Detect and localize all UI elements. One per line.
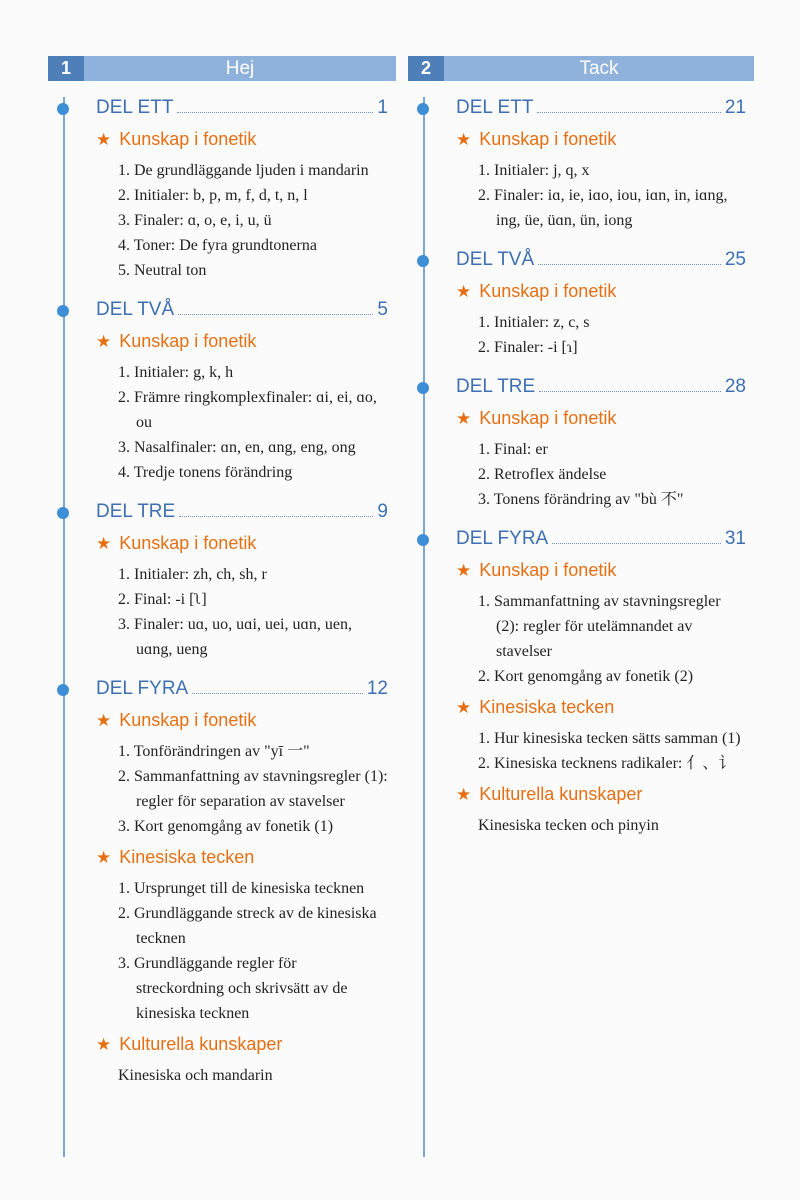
list-item: 2. Final: -i [ʅ]: [118, 591, 207, 608]
section-text: Kinesiska tecken och pinyin: [478, 817, 659, 834]
lesson-2-column: [408, 56, 754, 838]
star-icon: ★: [456, 281, 472, 301]
list-item: 2. Grundläggande streck av de kinesiska tecknen: [118, 905, 377, 947]
part-page: 21: [724, 97, 746, 118]
part-heading: [456, 528, 746, 552]
part-page: 5: [377, 299, 388, 320]
lesson-1-column: [48, 56, 396, 1088]
lesson-number: 1: [48, 56, 84, 81]
section-title: Kunskap i fonetik: [479, 408, 617, 428]
dot-leader: [192, 693, 363, 694]
list-item: 1. De grundläggande ljuden i mandarin: [118, 162, 369, 179]
part-title: DEL ETT: [456, 97, 534, 118]
part-title: DEL TRE: [456, 376, 536, 397]
star-icon: ★: [456, 129, 472, 149]
section-heading: [456, 784, 746, 805]
list-item: 1. Hur kinesiska tecken sätts samman (1): [478, 730, 741, 747]
star-icon: ★: [456, 560, 472, 580]
part-title: DEL TVÅ: [96, 299, 175, 320]
part-heading: [96, 501, 388, 525]
timeline-dot-icon: [417, 534, 429, 546]
star-icon: ★: [456, 784, 472, 804]
star-icon: ★: [96, 847, 112, 867]
part-title: DEL FYRA: [96, 678, 189, 699]
timeline-dot-icon: [417, 255, 429, 267]
list-item: 1. Initialer: zh, ch, sh, r: [118, 566, 267, 583]
section-item-list: [96, 158, 388, 283]
list-item: 2. Sammanfattning av stavningsregler (1): regler för separation av stavelser: [118, 768, 388, 810]
list-item: 3. Kort genomgång av fonetik (1): [118, 818, 334, 835]
lesson-title: Hej: [225, 57, 255, 79]
list-item: 3. Nasalfinaler: ɑn, en, ɑng, eng, ong: [118, 439, 356, 456]
list-item: 2. Främre ringkomplexfinaler: ɑi, ei, ɑo, ou: [118, 389, 377, 431]
dot-leader: [178, 314, 373, 315]
section-title: Kinesiska tecken: [119, 847, 255, 867]
list-item: 1. Initialer: g, k, h: [118, 364, 234, 381]
star-icon: ★: [96, 710, 112, 730]
section-title: Kunskap i fonetik: [119, 331, 257, 351]
lesson-content: [408, 97, 754, 838]
star-icon: ★: [96, 129, 112, 149]
section-title: Kunskap i fonetik: [479, 281, 617, 301]
section-item-list: [96, 739, 388, 839]
list-item: 3. Tonens förändring av "bù 不": [478, 491, 684, 508]
dot-leader: [539, 391, 721, 392]
lesson-content: [48, 97, 396, 1088]
lesson-header: [48, 56, 396, 81]
section-heading: [96, 1034, 388, 1055]
section-title: Kulturella kunskaper: [119, 1034, 283, 1054]
timeline-dot-icon: [57, 684, 69, 696]
section-heading: [96, 533, 388, 554]
star-icon: ★: [456, 697, 472, 717]
part-heading: [456, 97, 746, 121]
dot-leader: [538, 264, 721, 265]
timeline-line: [63, 97, 65, 1157]
part-page: 9: [377, 501, 388, 522]
list-item: 1. Initialer: j, q, x: [478, 162, 590, 179]
part-heading: [96, 97, 388, 121]
star-icon: ★: [96, 1034, 112, 1054]
section-title: Kulturella kunskaper: [479, 784, 643, 804]
list-item: 1. Initialer: z, c, s: [478, 314, 590, 331]
section-title: Kunskap i fonetik: [479, 560, 617, 580]
list-item: 2. Finaler: -i [ɿ]: [478, 339, 578, 356]
list-item: 1. Tonförändringen av "yī 一": [118, 743, 310, 760]
section-title: Kunskap i fonetik: [119, 533, 257, 553]
part-heading: [96, 299, 388, 323]
section-title: Kunskap i fonetik: [119, 710, 257, 730]
list-item: 2. Kort genomgång av fonetik (2): [478, 668, 694, 685]
part-heading: [456, 376, 746, 400]
section-text: Kinesiska och mandarin: [118, 1067, 273, 1084]
section-heading: [96, 847, 388, 868]
part-title: DEL TRE: [96, 501, 176, 522]
part-page: 1: [377, 97, 388, 118]
dot-leader: [177, 112, 373, 113]
list-item: 2. Initialer: b, p, m, f, d, t, n, l: [118, 187, 308, 204]
part-page: 31: [724, 528, 746, 549]
section-heading: [456, 408, 746, 429]
section-title: Kinesiska tecken: [479, 697, 615, 717]
list-item: 5. Neutral ton: [118, 262, 207, 279]
lesson-title: Tack: [579, 57, 619, 79]
section-item-list: [456, 310, 746, 360]
timeline-dot-icon: [417, 103, 429, 115]
section-item-list: [456, 589, 746, 689]
lesson-header: [408, 56, 754, 81]
section-heading: [456, 560, 746, 581]
star-icon: ★: [96, 533, 112, 553]
list-item: 1. Ursprunget till de kinesiska tecknen: [118, 880, 365, 897]
list-item: 1. Sammanfattning av stavningsregler (2): regler för utelämnandet av stavelser: [478, 593, 721, 660]
dot-leader: [179, 516, 373, 517]
part-title: DEL ETT: [96, 97, 174, 118]
section-title: Kunskap i fonetik: [479, 129, 617, 149]
timeline-dot-icon: [57, 305, 69, 317]
section-item-list: [456, 726, 746, 776]
part-title: DEL TVÅ: [456, 249, 535, 270]
section-heading: [456, 697, 746, 718]
star-icon: ★: [456, 408, 472, 428]
section-item-list: [96, 562, 388, 662]
dot-leader: [537, 112, 720, 113]
list-item: 3. Grundläggande regler för streckordning och skrivsätt av de kinesiska tecknen: [118, 955, 348, 1022]
timeline-dot-icon: [57, 507, 69, 519]
list-item: 2. Finaler: iɑ, ie, iɑo, iou, iɑn, in, iɑng, ing, üe, üɑn, ün, iong: [478, 187, 728, 229]
part-title: DEL FYRA: [456, 528, 549, 549]
section-item-list: [96, 876, 388, 1026]
list-item: 3. Finaler: ɑ, o, e, i, u, ü: [118, 212, 272, 229]
section-heading: [456, 129, 746, 150]
part-heading: [456, 249, 746, 273]
part-page: 12: [366, 678, 388, 699]
section-heading: [96, 129, 388, 150]
star-icon: ★: [96, 331, 112, 351]
timeline-dot-icon: [417, 382, 429, 394]
section-heading: [456, 281, 746, 302]
part-page: 28: [724, 376, 746, 397]
list-item: 4. Tredje tonens förändring: [118, 464, 293, 481]
section-item-list: [456, 437, 746, 512]
list-item: 1. Final: er: [478, 441, 548, 458]
section-item-list: [456, 158, 746, 233]
timeline-dot-icon: [57, 103, 69, 115]
section-heading: [96, 710, 388, 731]
list-item: 2. Kinesiska tecknens radikaler: 亻、讠: [478, 755, 735, 772]
list-item: 2. Retroflex ändelse: [478, 466, 607, 483]
dot-leader: [552, 543, 721, 544]
list-item: 4. Toner: De fyra grundtonerna: [118, 237, 317, 254]
section-title: Kunskap i fonetik: [119, 129, 257, 149]
list-item: 3. Finaler: uɑ, uo, uɑi, uei, uɑn, uen, uɑng, ueng: [118, 616, 352, 658]
section-heading: [96, 331, 388, 352]
section-item-list: [96, 360, 388, 485]
part-heading: [96, 678, 388, 702]
lesson-number: 2: [408, 56, 444, 81]
part-page: 25: [724, 249, 746, 270]
